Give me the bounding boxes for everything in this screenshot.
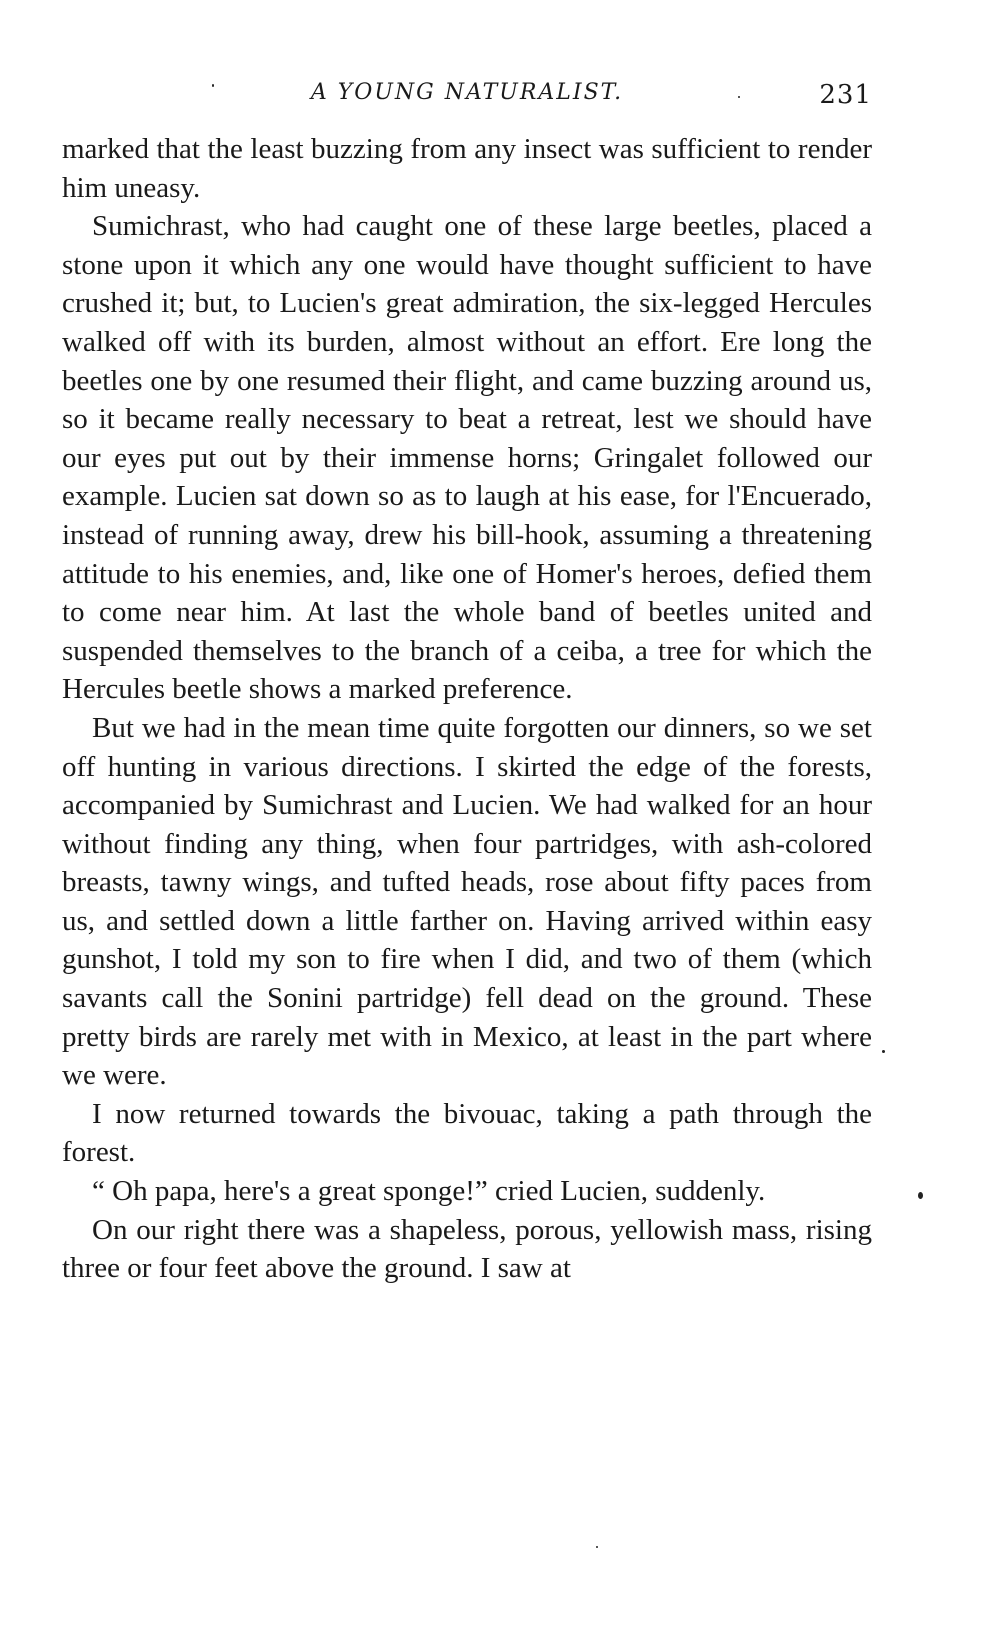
paragraph: “ Oh papa, here's a great sponge!” cried Lucien, suddenly. (92, 1175, 766, 1208)
body-text (62, 130, 872, 1288)
running-title: A YOUNG NATURALIST. (310, 80, 624, 105)
print-speck (596, 1546, 598, 1548)
paragraph: But we had in the mean time quite forgotten our dinners, so we set off hunting in various directions. I skirted the edge of the forests, accompanied by Sumichrast and Lucien. We had walked for an hour without finding any thing, when four partridges, with ash-colored breasts, tawny wings, and tufted heads, rose about fifty paces from us, and settled down a little farther on. Having arrived within easy gunshot, I told my son to fire when I did, and two of them (which savants call the Sonini partridge) fell dead on the ground. These pretty birds are rarely met with in Mexico, at least in the part where we were. (62, 711, 872, 1092)
running-head (62, 80, 872, 116)
print-speck (212, 84, 214, 87)
print-speck (738, 96, 740, 98)
paragraph: On our right there was a shapeless, porous, yellowish mass, rising three or four feet above the ground. I saw at (62, 1213, 872, 1285)
paragraph: Sumichrast, who had caught one of these large beetles, placed a stone upon it which any one would have thought sufficient to have crushed it; but, to Lucien's great admiration, the six-legged Hercules walked off with its burden, almost without an effort. Ere long the beetles one by one resumed their flight, and came buzzing around us, so it became really necessary to beat a retreat, lest we should have our eyes put out by their immense horns; Gringalet followed our example. Lucien sat down so as to laugh at his ease, for l'Encuerado, instead of running away, drew his bill-hook, assuming a threatening attitude to his enemies, and, like one of Homer's heroes, defied them to come near him. At last the whole band of beetles united and suspended themselves to the branch of a ceiba, a tree for which the Hercules beetle shows a marked preference. (62, 210, 872, 706)
paragraph: marked that the least buzzing from any insect was sufficient to render him uneasy. (62, 133, 872, 204)
print-speck (918, 1192, 923, 1199)
page-number: 231 (819, 80, 872, 110)
paragraph: I now returned towards the bivouac, taking a path through the forest. (62, 1097, 872, 1169)
print-speck (882, 1050, 885, 1053)
